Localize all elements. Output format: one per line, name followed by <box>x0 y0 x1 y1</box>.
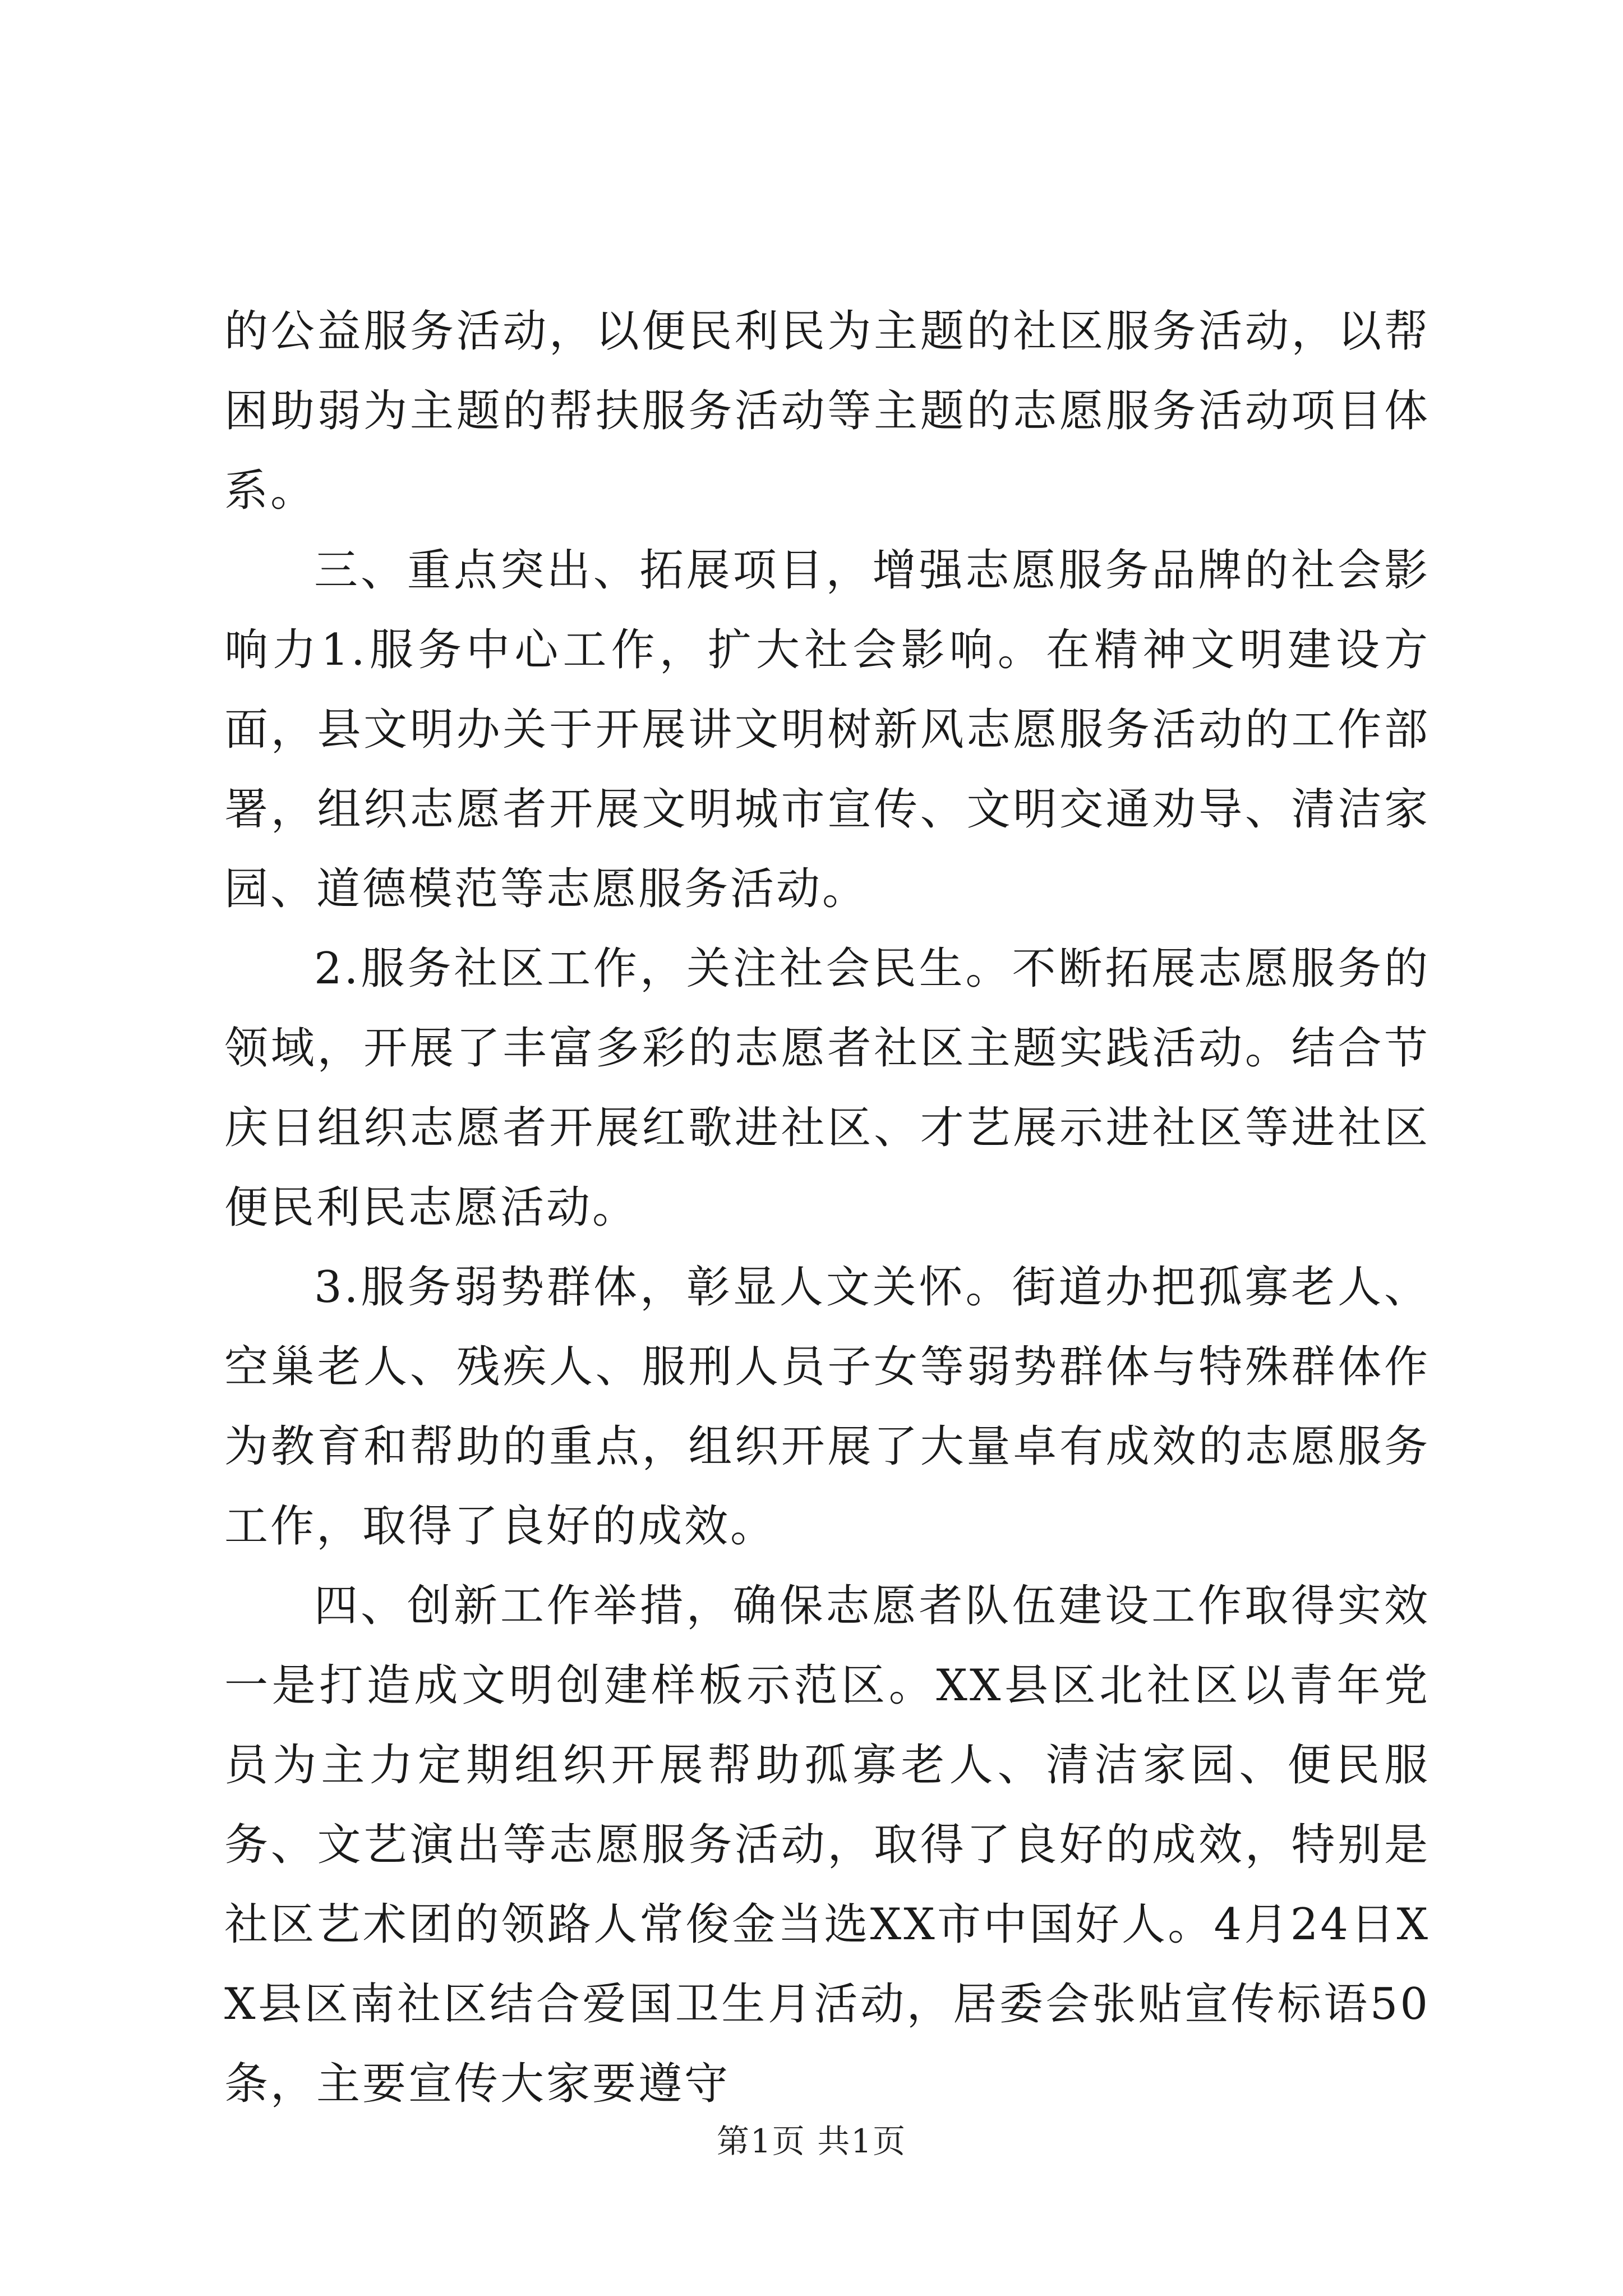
document-body <box>224 292 1430 2124</box>
paragraph-continuation: 的公益服务活动，以便民利民为主题的社区服务活动，以帮困助弱为主题的帮扶服务活动等主题的志愿服务活动项目体系。 <box>224 306 1430 516</box>
paragraph-item-three: 3.服务弱势群体，彰显人文关怀。街道办把孤寡老人、空巢老人、残疾人、服刑人员子女等弱势群体与特殊群体作为教育和帮助的重点，组织开展了大量卓有成效的志愿服务工作，取得了良好的成效。 <box>224 1262 1430 1552</box>
paragraph-item-two: 2.服务社区工作，关注社会民生。不断拓展志愿服务的领域，开展了丰富多彩的志愿者社区主题实践活动。结合节庆日组织志愿者开展红歌进社区、才艺展示进社区等进社区便民利民志愿活动。 <box>224 944 1430 1233</box>
page-number-footer: 第1页 共1页 <box>716 2122 907 2160</box>
paragraph-section-four: 四、创新工作举措，确保志愿者队伍建设工作取得实效一是打造成文明创建样板示范区。XX县区北社区以青年党员为主力定期组织开展帮助孤寡老人、清洁家园、便民服务、文艺演出等志愿服务活动，取得了良好的成效，特别是社区艺术团的领路人常俊金当选XX市中国好人。4月24日XX县区南社区结合爱国卫生月活动，居委会张贴宣传标语50条，主要宣传大家要遵守 <box>224 1581 1430 2109</box>
paragraph-section-three: 三、重点突出、拓展项目，增强志愿服务品牌的社会影响力1.服务中心工作，扩大社会影响。在精神文明建设方面，县文明办关于开展讲文明树新风志愿服务活动的工作部署，组织志愿者开展文明城市宣传、文明交通劝导、清洁家园、道德模范等志愿服务活动。 <box>224 545 1430 914</box>
